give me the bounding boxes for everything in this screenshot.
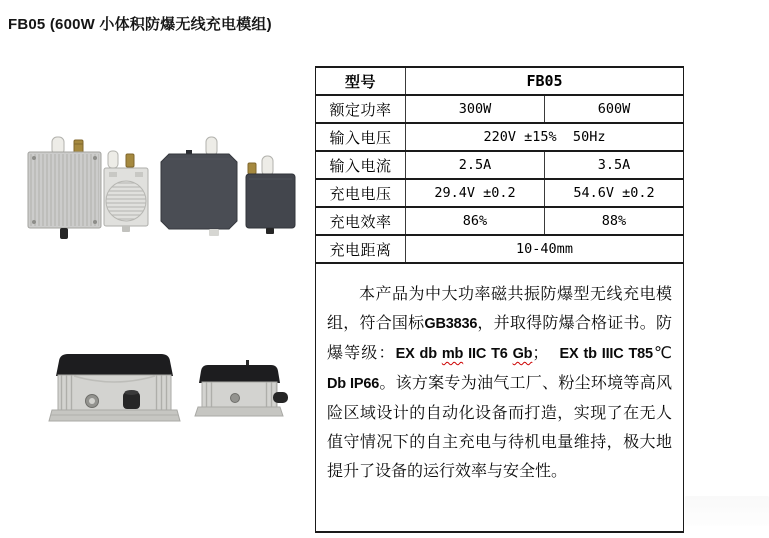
bottom-tab [266, 228, 274, 234]
description-segment: ℃ [652, 345, 672, 362]
row-label: 输入电压 [316, 124, 406, 150]
description-segment: ； [532, 345, 560, 362]
device-small-dark-module [246, 156, 295, 234]
round-connector [231, 394, 240, 403]
table-row [316, 152, 683, 180]
row-label: 输入电流 [316, 152, 406, 178]
antenna-dome [108, 151, 118, 168]
description-segment-spellcheck: mb [441, 346, 464, 362]
spec-table [315, 66, 684, 533]
device-small-white-module [104, 151, 148, 232]
bottom-tab [122, 226, 130, 232]
table-row [316, 96, 683, 124]
device-large-side-view [49, 354, 180, 421]
base-flange [195, 407, 283, 416]
black-top-lid [199, 365, 280, 383]
table-row [316, 124, 683, 152]
description-segment: 本产品为中大功率磁共振防爆型无线充电模组，符合国标 [327, 286, 672, 332]
row-value: FB05 [526, 72, 563, 90]
row-value: 300W [406, 96, 545, 122]
brass-connector [248, 163, 256, 174]
bottom-connector [60, 228, 68, 239]
description-segment: Db IP66 [327, 346, 680, 392]
row-value: 10-40mm [516, 241, 573, 257]
row-value: 54.6V ±0.2 [573, 185, 655, 201]
description-segment: ，并取得防爆合格证书。防爆等级： [327, 315, 672, 362]
module-body [246, 174, 295, 228]
row-label: 充电电压 [316, 180, 406, 206]
row-label: 充电效率 [316, 208, 406, 234]
description-segment: IIC T6 [463, 346, 513, 362]
description-segment: 。该方案专为油气工厂、粉尘环境等高风险区域设计的自动化设备而打造，实现了在无人值守情况下的自主充电与待机电量维持，极大地提升了设备的运行效率与安全性。 [327, 375, 672, 480]
table-row [316, 236, 683, 264]
table-row [316, 68, 683, 96]
product-photo-front-views [10, 118, 310, 250]
row-value: 3.5A [597, 157, 631, 173]
antenna-dome [262, 156, 273, 176]
barrel-connector [273, 392, 288, 403]
device-large-white-module [28, 137, 101, 239]
antenna-dome [206, 137, 217, 156]
aluminum-body [58, 375, 171, 411]
row-label: 型号 [316, 68, 406, 94]
table-row [316, 180, 683, 208]
row-value: 29.4V ±0.2 [406, 180, 545, 206]
description-segment: GB3836 [424, 316, 478, 332]
product-description [316, 264, 683, 531]
device-small-side-view [195, 360, 288, 416]
faint-watermark [685, 496, 769, 526]
row-value: 88% [601, 213, 627, 229]
product-photo-side-views [30, 330, 310, 450]
description-segment: EX db [395, 346, 442, 362]
row-label: 额定功率 [316, 96, 406, 122]
row-value: 600W [597, 101, 631, 117]
bottom-tab [209, 229, 219, 236]
description-segment-spellcheck: Gb [512, 346, 533, 362]
description-segment: EX tb IIIC T85 [559, 346, 653, 362]
row-value: 2.5A [406, 152, 545, 178]
page-title: FB05 (600W 小体积防爆无线充电模组) [8, 16, 272, 33]
module-body [161, 154, 237, 229]
row-value: 86% [406, 208, 545, 234]
device-large-dark-module [161, 137, 237, 236]
brass-connector [74, 140, 83, 153]
black-top-lid [56, 354, 173, 376]
table-row [316, 208, 683, 236]
round-rib-plate [106, 181, 146, 221]
row-value: 220V ±15% 50Hz [483, 129, 606, 145]
brass-connector [126, 154, 134, 167]
row-label: 充电距离 [316, 236, 406, 262]
